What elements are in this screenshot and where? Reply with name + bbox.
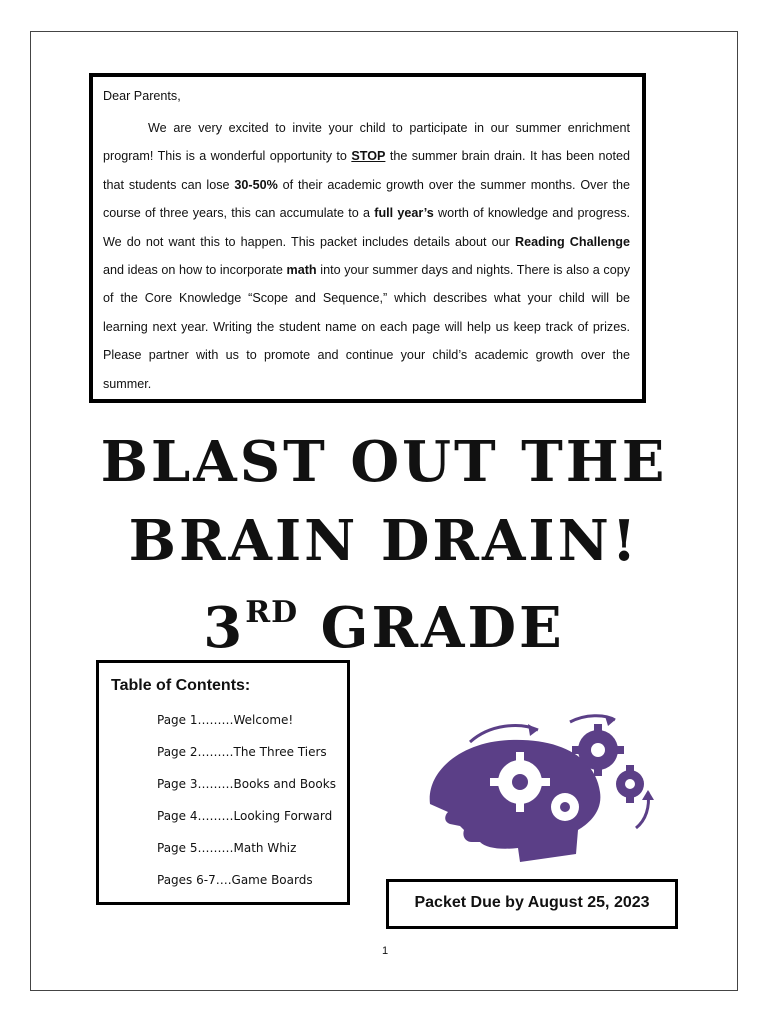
brain-gears-icon [410, 712, 662, 862]
letter-full-year: full year’s [374, 206, 434, 221]
grade-word: GRADE [320, 595, 565, 661]
letter-text-2: the summer brain drain. It has been noted that students can lose [103, 149, 631, 192]
toc-title: Table of Contents: [111, 677, 251, 694]
toc-item: Page 4………Looking Forward [157, 809, 333, 823]
letter-stop: STOP [351, 149, 386, 164]
letter-percent: 30-50% [234, 177, 278, 192]
page-number: 1 [381, 945, 389, 957]
grade-suffix: RD [245, 595, 299, 630]
letter-math: math [286, 263, 317, 278]
toc-item: Page 2………The Three Tiers [157, 745, 327, 759]
letter-greeting: Dear Parents, [103, 89, 181, 103]
letter-text-5: and ideas on how to incorporate [103, 263, 283, 278]
toc-item: Pages 6-7….Game Boards [157, 873, 313, 887]
letter-text-4: worth of knowledge and progress. We do not want this to happen. This packet includes details about our [103, 206, 631, 249]
letter-text-6: into your summer days and nights. There is also a copy of the Core Knowledge “Scope and Sequence,” which describes what your child will be learning next year. Writing the student name on each page will help us keep track of prizes. Please partner with us to promote and continue your child’s academic growth over the summer. [103, 263, 631, 391]
letter-body [103, 114, 630, 398]
headline-line-2: BRAIN DRAIN! [128, 508, 640, 574]
toc-item: Page 5………Math Whiz [157, 841, 297, 855]
letter-reading-challenge: Reading Challenge [515, 234, 630, 249]
toc-list [157, 712, 336, 904]
headline-grade [30, 595, 738, 661]
headline-line-1: BLAST OUT THE [100, 429, 668, 495]
grade-number: 3 [203, 595, 246, 661]
toc-item: Page 1………Welcome! [157, 713, 294, 727]
packet-due-box: Packet Due by August 25, 2023 [386, 879, 678, 929]
toc-item: Page 3………Books and Books [157, 777, 336, 791]
letter-text-1: We are very excited to invite your child to participate in our summer enrichment program! This is a wonderful opportunity to [103, 121, 630, 164]
table-of-contents [96, 660, 350, 905]
parent-letter-box [89, 73, 646, 403]
letter-text-3: of their academic growth over the summer months. Over the course of three years, this can accumulate to a [103, 177, 630, 221]
